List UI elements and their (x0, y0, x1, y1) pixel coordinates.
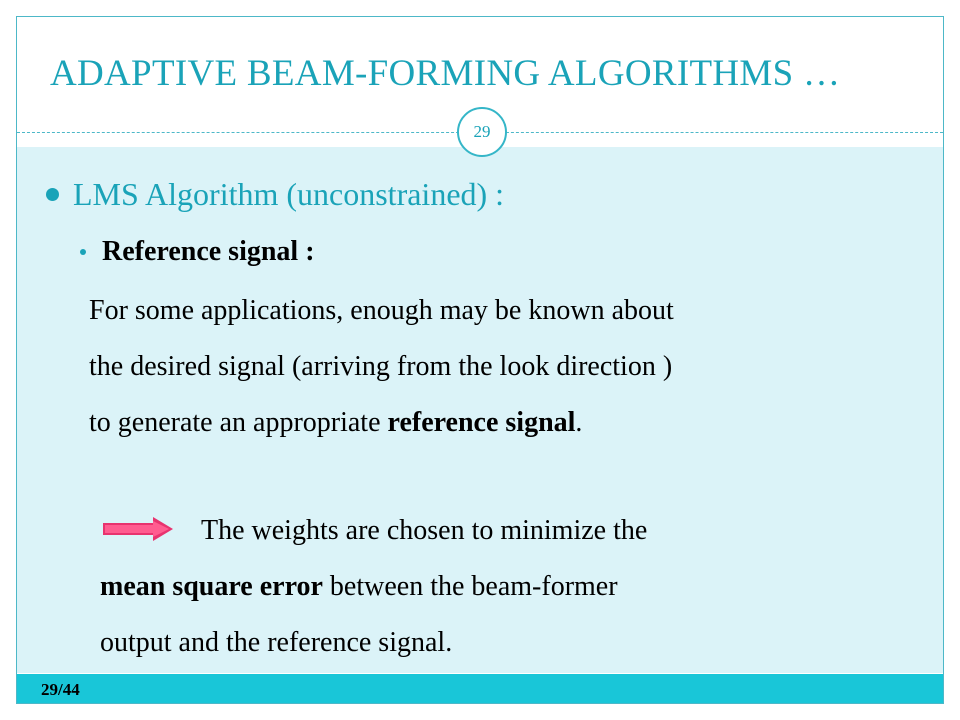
result-line-1: The weights are chosen to minimize the (201, 515, 648, 546)
para-line-3-prefix: to generate an appropriate (89, 407, 388, 438)
mean-square-error-term: mean square error (100, 571, 323, 602)
bullet-main (46, 176, 504, 213)
reference-paragraph (89, 283, 674, 451)
result-line-2-rest: between the beam-former (322, 571, 618, 602)
slide-title: ADAPTIVE BEAM-FORMING ALGORITHMS … (50, 53, 841, 94)
result-line-3: output and the reference signal. (100, 627, 453, 658)
bullet-sub (80, 236, 315, 268)
para-line-1: For some applications, enough may be known about (89, 295, 674, 326)
para-line-3 (89, 395, 674, 451)
bullet-main-text: LMS Algorithm (unconstrained) : (73, 176, 505, 212)
slide-number: 29 (473, 122, 491, 141)
para-line-3-suffix: . (575, 407, 583, 438)
sub-bullet-dot-icon (80, 249, 86, 255)
bullet-dot-icon (46, 188, 59, 201)
footer-bar (17, 674, 943, 703)
para-line-2: the desired signal (arriving from the look direction ) (89, 351, 673, 382)
result-paragraph (100, 503, 647, 671)
page-counter: 29/44 (41, 680, 80, 699)
result-line-2 (100, 559, 647, 615)
bullet-sub-text: Reference signal : (102, 236, 315, 267)
slide-number-badge (457, 107, 507, 157)
reference-signal-term: reference signal (387, 407, 576, 438)
